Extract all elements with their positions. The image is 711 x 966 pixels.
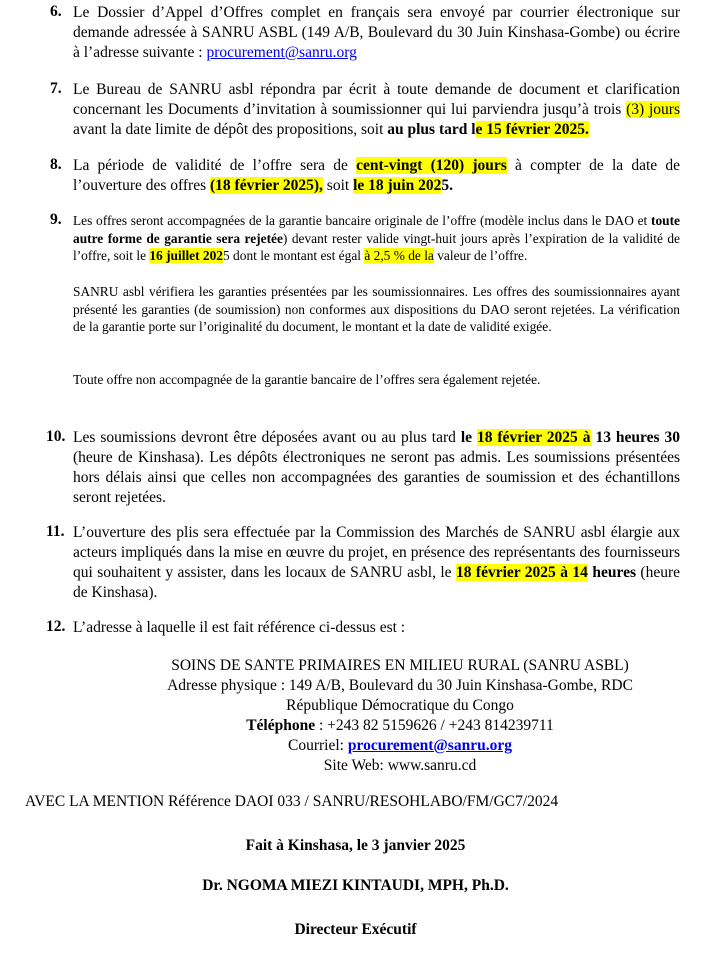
email-link[interactable]: procurement@sanru.org bbox=[206, 44, 357, 61]
item-number-11: 11. bbox=[46, 523, 65, 540]
item-8-text: La période de validité de l’offre sera de cent-vingt (120) jours à compter de la date de l’ouverture des offres (18 février 2025), soit le 18 juin 2025. bbox=[73, 157, 680, 194]
signatory-title: Directeur Exécutif bbox=[294, 921, 417, 938]
address-website: Site Web: www.sanru.cd bbox=[323, 757, 477, 774]
place-date: Fait à Kinshasa, le 3 janvier 2025 bbox=[245, 837, 466, 854]
item-number-8: 8. bbox=[50, 156, 62, 173]
signatory-name: Dr. NGOMA MIEZI KINTAUDI, MPH, Ph.D. bbox=[202, 877, 509, 894]
item-number-12: 12. bbox=[46, 618, 66, 635]
item-10-text: Les soumissions devront être déposées avant ou au plus tard le 18 février 2025 à 13 heures 30 (heure de Kinshasa). Les dépôts électroniques ne seront pas admis. Les soumissions présentées hors délais ainsi que celles non accompagnées des garanties de soumission et des échantillons seront rejetées. bbox=[73, 429, 680, 506]
address-country: République Démocratique du Congo bbox=[286, 697, 514, 714]
item-9-para-1: Les offres seront accompagnées de la garantie bancaire originale de l’offre (modèle inclus dans le DAO et toute autre forme de garantie sera rejetée) devant rester valide vingt-huit jours après l’expiration de la validité de l’offre, soit le 16 juillet 2025 dont le montant est égal à 2,5 % de la valeur de l’offre. bbox=[73, 213, 680, 263]
reference-line: AVEC LA MENTION Référence DAOI 033 / SANRU/RESOHLABO/FM/GC7/2024 bbox=[25, 793, 559, 810]
address-email-link[interactable]: procurement@sanru.org bbox=[347, 737, 512, 754]
address-phone: Téléphone : +243 82 5159626 / +243 814239711 bbox=[246, 717, 554, 734]
address-email: Courriel: procurement@sanru.org bbox=[288, 737, 512, 754]
item-number-10: 10. bbox=[46, 428, 66, 445]
item-number-7: 7. bbox=[50, 80, 62, 97]
item-number-9: 9. bbox=[50, 211, 62, 228]
address-org: SOINS DE SANTE PRIMAIRES EN MILIEU RURAL (SANRU ASBL) bbox=[171, 657, 629, 674]
item-11-text: L’ouverture des plis sera effectuée par la Commission des Marchés de SANRU asbl élargie aux acteurs impliqués dans la mise en œuvre du projet, en présence des représentants des fournisseurs qui souhaitent y assister, dans les locaux de SANRU asbl, le 18 février 2025 à 14 heures (heure de Kinshasa). bbox=[73, 524, 680, 601]
item-6-text: Le Dossier d’Appel d’Offres complet en français sera envoyé par courrier électronique sur demande adressée à SANRU ASBL (149 A/B, Boulevard du 30 Juin Kinshasa-Gombe) ou écrire à l’adresse suivante : procurement@sanru.org bbox=[73, 4, 680, 61]
item-7-text: Le Bureau de SANRU asbl répondra par écrit à toute demande de document et clarification concernant les Documents d’invitation à soumissionner qui lui parviendra jusqu’à trois (3) jours avant la date limite de dépôt des propositions, soit au plus tard le 15 février 2025. bbox=[73, 81, 680, 138]
item-9-para-2: SANRU asbl vérifiera les garanties présentées par les soumissionnaires. Les offres des soumissionnaires ayant présenté les garanties (de soumission) non conformes aux dispositions du DAO seront rejetées. La vérification de la garantie porte sur l’originalité du document, le montant et la date de validité exigée. bbox=[73, 284, 680, 334]
address-physical: Adresse physique : 149 A/B, Boulevard du 30 Juin Kinshasa-Gombe, RDC bbox=[167, 677, 633, 694]
item-number-6: 6. bbox=[50, 3, 62, 20]
item-9-para-3: Toute offre non accompagnée de la garantie bancaire de l’offres sera également rejetée. bbox=[73, 372, 541, 387]
item-12-text: L’adresse à laquelle il est fait référence ci-dessus est : bbox=[73, 619, 406, 636]
